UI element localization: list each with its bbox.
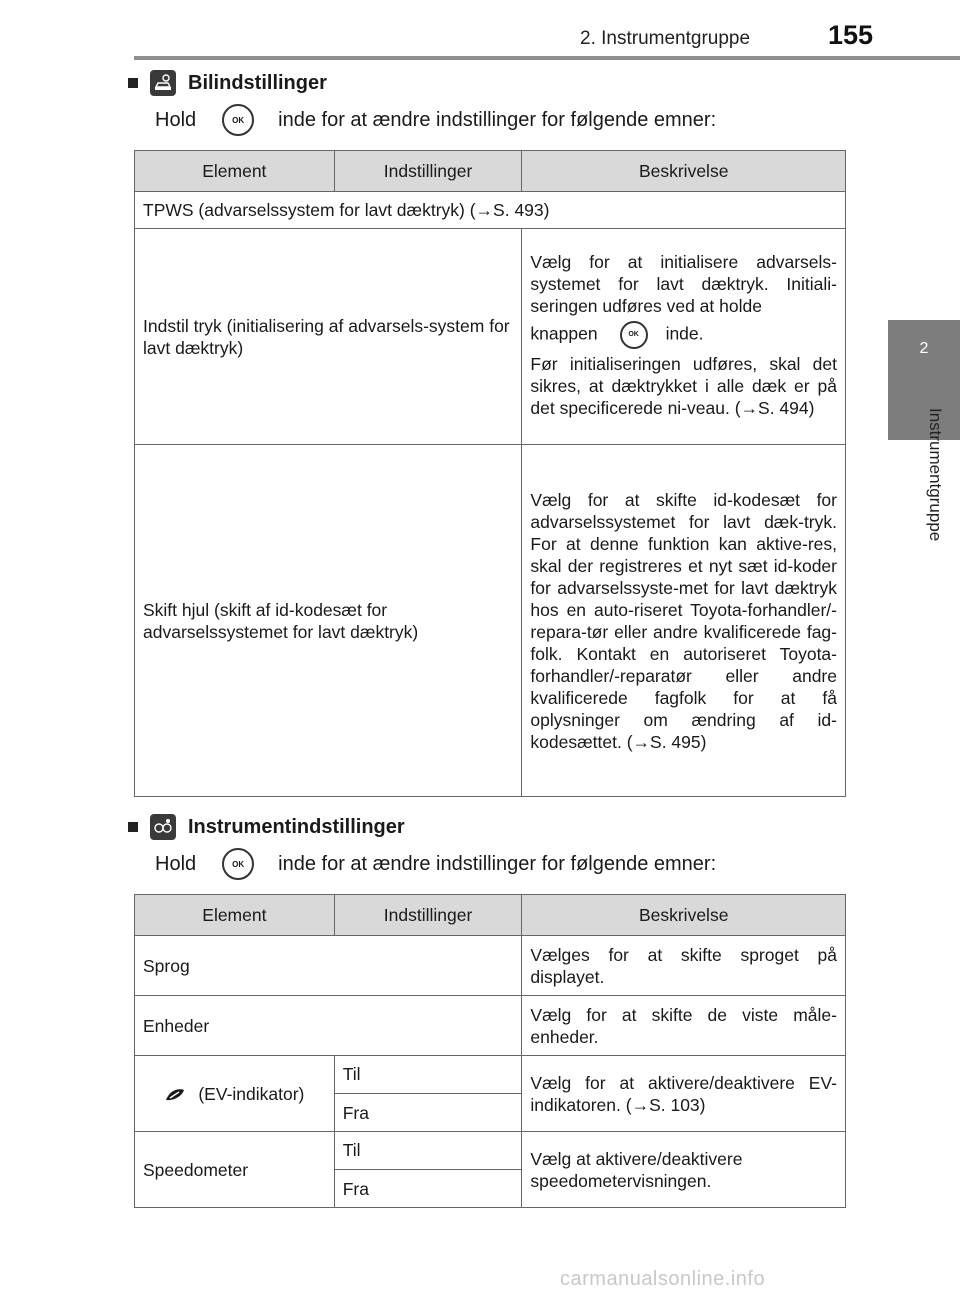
description-text: Vælg for at initialisere advarsels-systemet for lavt dæktryk. Initiali-seringen udføres ved at holde	[530, 251, 837, 316]
row-element-cell: Enheder	[135, 996, 522, 1056]
table-header-row	[135, 895, 846, 936]
description-text: Før initialiseringen udføres, skal det sikres, at dæktrykket i alle dæk er på det specificerede ni-veau. (→S. 494)	[530, 353, 837, 418]
row-description-cell: Vælges for at skifte sproget på displayet.	[522, 936, 846, 996]
column-header: Beskrivelse	[522, 151, 846, 192]
ev-element-label: (EV-indikator)	[198, 1083, 305, 1104]
row-description-cell: Vælg at aktivere/deaktivere speedometervisningen.	[522, 1132, 846, 1208]
table-header-row	[135, 151, 846, 192]
column-header: Element	[135, 151, 335, 192]
row-element-cell: Skift hjul (skift af id-kodesæt for advarselssystemet for lavt dæktryk)	[135, 445, 522, 797]
section2-heading-text: Instrumentindstillinger	[188, 815, 405, 838]
setting-option-cell: Fra	[334, 1170, 522, 1208]
description-text: inde.	[665, 323, 704, 344]
header-rule	[134, 56, 960, 60]
row-description-cell: Vælg for at skifte de viste måle-enheder.	[522, 996, 846, 1056]
column-header: Indstillinger	[334, 151, 522, 192]
column-header: Beskrivelse	[522, 895, 846, 936]
ok-button-icon: OK	[222, 104, 254, 136]
car-settings-icon	[150, 70, 176, 96]
section2-heading	[128, 814, 405, 840]
bullet-square-icon	[128, 78, 138, 88]
column-header: Indstillinger	[334, 895, 522, 936]
vehicle-settings-table	[134, 150, 846, 797]
setting-option-cell: Til	[334, 1056, 522, 1094]
meter-settings-icon	[150, 814, 176, 840]
chapter-label: Instrumentgruppe	[926, 408, 945, 542]
row-description-cell: Vælg for at skifte id-kodesæt for advarselssystemet for lavt dæk-tryk. For at denne funktion kan aktive-res, skal der registreres et nyt sæt id-koder for advarselssyste-met for lavt dæktryk hos en auto-riseret Toyota-forhandler/-repara-tør eller andre kvalificerede fag-folk. Kontakt en autoriseret Toyota-forhandler/-reparatør eller andre kvalificerede fagfolk for at få oplysninger om ændring af id-kodesættet. (→S. 495)	[522, 445, 846, 797]
meter-settings-table	[134, 894, 846, 1208]
section2-intro-before: Hold	[155, 852, 197, 875]
column-header: Element	[135, 895, 335, 936]
setting-option-cell: Til	[334, 1132, 522, 1170]
row-description-cell: Vælg for at aktivere/deaktivere EV-indikatoren. (→S. 103)	[522, 1056, 846, 1132]
table-row	[135, 1132, 846, 1170]
table-row	[135, 996, 846, 1056]
row-element-cell: Sprog	[135, 936, 522, 996]
table-row	[135, 445, 846, 797]
description-line	[530, 321, 837, 349]
section2-intro-after: inde for at ændre indstillinger for følgende emner:	[278, 852, 717, 875]
table-row	[135, 936, 846, 996]
table-row	[135, 192, 846, 229]
section1-heading	[128, 70, 327, 96]
row-description-cell	[522, 229, 846, 445]
section1-intro-before: Hold	[155, 108, 197, 131]
row-element-cell	[135, 1056, 335, 1132]
ev-indicator-icon	[164, 1088, 186, 1102]
section2-intro	[155, 848, 716, 880]
section-title: 2. Instrumentgruppe	[580, 28, 751, 49]
chapter-number: 2	[919, 340, 929, 357]
ok-button-icon: OK	[620, 321, 648, 349]
description-text: knappen	[530, 323, 598, 344]
ok-button-icon: OK	[222, 848, 254, 880]
section1-intro-after: inde for at ændre indstillinger for følgende emner:	[278, 108, 717, 131]
tpws-row-cell: TPWS (advarselssystem for lavt dæktryk) (→S. 493)	[135, 192, 846, 229]
row-element-cell: Indstil tryk (initialisering af advarsels-system for lavt dæktryk)	[135, 229, 522, 445]
watermark: carmanualsonline.info	[560, 1268, 766, 1290]
section1-intro	[155, 104, 716, 136]
section1-heading-text: Bilindstillinger	[188, 71, 327, 94]
page-number: 155	[828, 20, 874, 50]
table-row	[135, 229, 846, 445]
row-element-cell: Speedometer	[135, 1132, 335, 1208]
bullet-square-icon	[128, 822, 138, 832]
table-row	[135, 1056, 846, 1094]
setting-option-cell: Fra	[334, 1094, 522, 1132]
